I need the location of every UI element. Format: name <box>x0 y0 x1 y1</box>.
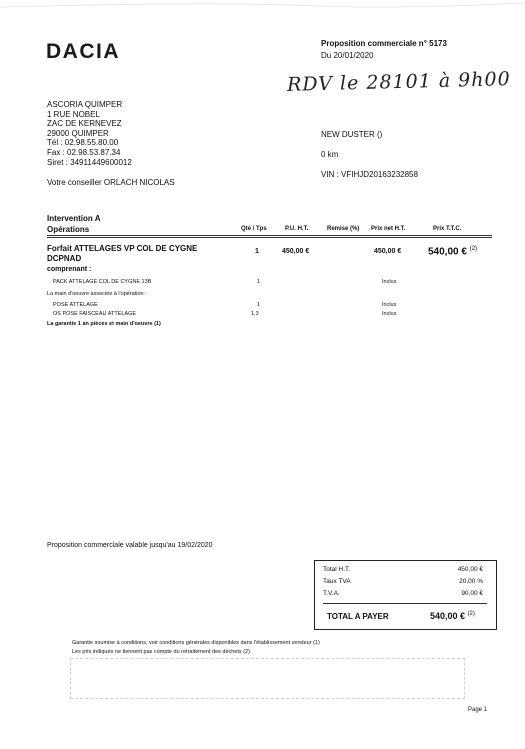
package-qty: 1 <box>255 248 259 255</box>
table-header-divider-2 <box>47 237 492 238</box>
labour-item-qty: 1,3 <box>251 311 259 317</box>
dealer-siret: Siret : 34911449600012 <box>47 157 132 167</box>
intervention-title: Intervention A <box>47 214 101 223</box>
labour-item-status: Inclus <box>382 311 397 317</box>
package-ttc-note: (2) <box>469 246 478 252</box>
dealer-name: ASCORIA QUIMPER <box>47 100 123 109</box>
column-operations: Opérations <box>47 225 90 234</box>
grand-total-value: 540,00 € <box>430 611 466 621</box>
dealer-fax: Fax : 02.98.53.87.34 <box>47 147 121 157</box>
vehicle-vin: VIN : VFIHJD20163232858 <box>321 170 418 179</box>
page-number: Page 1 <box>468 707 488 713</box>
totals-divider <box>323 603 487 604</box>
proposal-title: Proposition commerciale n° 5173 <box>321 39 447 48</box>
signature-box <box>70 658 465 699</box>
dealer-address <box>47 100 132 167</box>
footer-price-note: Les prix indiqués ne tiennent pas compte du retraitement des déchets (2) <box>72 649 250 655</box>
package-ttc-price <box>428 246 477 257</box>
package-name: Forfait ATTELAGES VP COL DE CYGNE DCPNAD <box>47 244 198 263</box>
dealer-phone: Tél : 02.98.55.80.00 <box>47 138 119 148</box>
column-discount: Remise (%) <box>327 226 360 232</box>
vat-label: T.V.A. <box>323 590 340 597</box>
table-header-divider <box>47 235 492 236</box>
column-net-price: Prix net H.T. <box>371 226 406 232</box>
includes-label: comprenant : <box>47 266 92 273</box>
total-ht-label: Total H.T. <box>323 566 351 573</box>
part-label: PACK ATTELAGE COL DE CYGNE 13B <box>53 279 152 285</box>
footer-warranty-note: Garantie soumise à conditions, voir conditions générales disponibles dans l'établissement vendeur (1) <box>72 640 320 646</box>
labour-item-status: Inclus <box>382 302 397 308</box>
labour-item-label: OS POSE FAISCEAU ATTELAGE <box>53 311 137 317</box>
vat-value: 90,00 € <box>461 590 483 597</box>
scan-edge <box>0 0 525 10</box>
grand-total <box>430 611 475 621</box>
vehicle-model: NEW DUSTER () <box>321 130 383 139</box>
total-ht-value: 450,00 € <box>457 566 483 573</box>
warranty-note: La garantie 1 an pièces et main d'oeuvre (1) <box>47 321 161 327</box>
validity-note: Proposition commerciale valable jusqu'au 19/02/2020 <box>47 542 213 549</box>
brand-logo: DACIA <box>46 40 120 63</box>
labour-item-qty: 1 <box>257 302 261 308</box>
vat-rate-label: Taux TVA <box>323 578 351 585</box>
grand-total-label: TOTAL A PAYER <box>327 612 389 621</box>
dealer-city: 29000 QUIMPER <box>47 128 109 138</box>
column-qty: Qté / Tps <box>241 226 267 232</box>
scan-edge-line <box>0 0 525 10</box>
total-ht-row <box>323 566 483 573</box>
vat-row <box>323 590 483 597</box>
package-unit-price: 450,00 € <box>282 248 310 255</box>
grand-total-note: (2) <box>467 611 475 617</box>
dealer-zone: ZAC DE KERNEVEZ <box>47 119 122 129</box>
column-unit-price: P.U. H.T. <box>285 226 309 232</box>
vehicle-mileage: 0 km <box>321 150 339 159</box>
package-ttc-value: 540,00 € <box>428 246 467 258</box>
labour-label: La main d'oeuvre associée à l'opération : <box>47 291 147 297</box>
dealer-street: 1 RUE NOBEL <box>47 109 100 119</box>
vat-rate-value: 20,00 % <box>459 578 483 585</box>
advisor-name: Votre conseiller ORLACH NICOLAS <box>47 178 175 187</box>
package-net-price: 450,00 € <box>374 248 402 255</box>
column-ttc-price: Prix T.T.C. <box>433 226 462 232</box>
part-status: Inclus <box>382 279 397 285</box>
labour-item-label: POSE ATTELAGE <box>53 302 98 308</box>
vat-rate-row <box>323 578 483 585</box>
handwritten-appointment-note: RDV le 28101 à 9h00 <box>286 68 511 96</box>
part-qty: 1 <box>257 279 261 285</box>
proposal-date: Du 20/01/2020 <box>321 51 374 60</box>
